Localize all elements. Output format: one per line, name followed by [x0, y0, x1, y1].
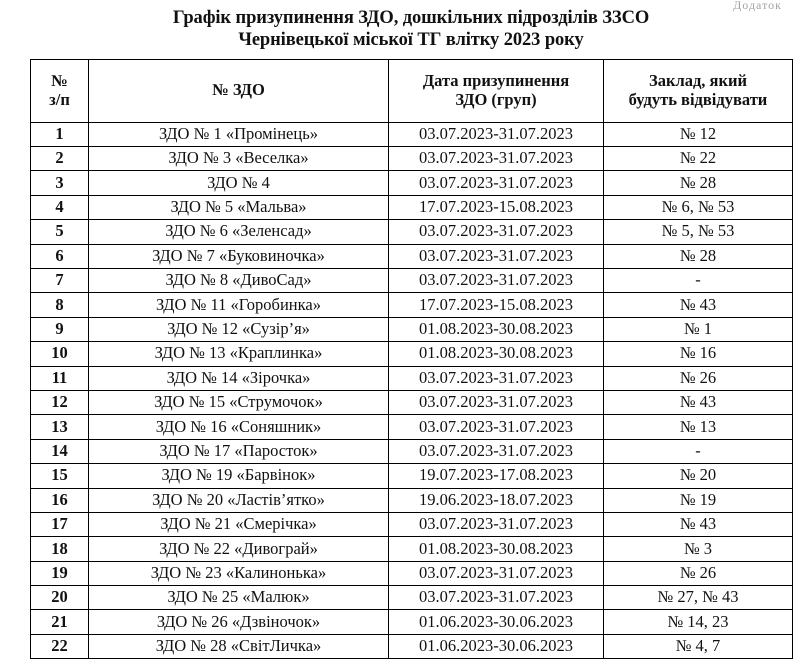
table-row [31, 634, 793, 658]
cell-destination: № 43 [604, 390, 793, 414]
cell-destination: № 16 [604, 342, 793, 366]
cell-institution: ЗДО № 11 «Горобинка» [89, 293, 389, 317]
cell-institution: ЗДО № 13 «Краплинка» [89, 342, 389, 366]
cell-number: 11 [31, 366, 89, 390]
table-row [31, 512, 793, 536]
cell-destination: № 26 [604, 561, 793, 585]
cell-dates: 03.07.2023-31.07.2023 [389, 415, 604, 439]
cell-dates: 03.07.2023-31.07.2023 [389, 586, 604, 610]
cell-number: 14 [31, 439, 89, 463]
cell-number: 2 [31, 147, 89, 171]
cell-destination: № 28 [604, 171, 793, 195]
cell-institution: ЗДО № 21 «Смерічка» [89, 512, 389, 536]
cell-number: 16 [31, 488, 89, 512]
table-row [31, 439, 793, 463]
column-header-number [31, 59, 89, 122]
cell-dates: 03.07.2023-31.07.2023 [389, 366, 604, 390]
column-header-institution: № ЗДО [89, 59, 389, 122]
cell-destination: № 3 [604, 537, 793, 561]
cell-institution: ЗДО № 14 «Зірочка» [89, 366, 389, 390]
cell-destination: № 12 [604, 122, 793, 146]
cell-destination: № 6, № 53 [604, 195, 793, 219]
cell-destination: № 43 [604, 293, 793, 317]
column-header-dates-line-2: ЗДО (груп) [455, 89, 537, 109]
table-row [31, 171, 793, 195]
cell-dates: 01.08.2023-30.08.2023 [389, 317, 604, 341]
cell-destination: № 22 [604, 147, 793, 171]
table-row [31, 464, 793, 488]
cell-number: 8 [31, 293, 89, 317]
cell-dates: 01.06.2023-30.06.2023 [389, 634, 604, 658]
table-row [31, 269, 793, 293]
cell-dates: 03.07.2023-31.07.2023 [389, 147, 604, 171]
page-title-line-2: Чернівецької міської ТГ влітку 2023 року [238, 29, 584, 50]
cell-dates: 03.07.2023-31.07.2023 [389, 512, 604, 536]
cell-institution: ЗДО № 7 «Буковиночка» [89, 244, 389, 268]
page-title-line-1: Графік призупинення ЗДО, дошкільних підрозділів ЗЗСО [172, 8, 650, 28]
cell-destination: № 19 [604, 488, 793, 512]
cell-institution: ЗДО № 25 «Малюк» [89, 586, 389, 610]
table-row [31, 366, 793, 390]
cell-dates: 17.07.2023-15.08.2023 [389, 195, 604, 219]
cell-number: 17 [31, 512, 89, 536]
cell-dates: 03.07.2023-31.07.2023 [389, 244, 604, 268]
cell-institution: ЗДО № 15 «Струмочок» [89, 390, 389, 414]
table-row [31, 537, 793, 561]
cell-destination: № 4, 7 [604, 634, 793, 658]
appendix-note: Додаток [733, 0, 782, 12]
table-row [31, 293, 793, 317]
cell-institution: ЗДО № 16 «Соняшник» [89, 415, 389, 439]
cell-dates: 01.06.2023-30.06.2023 [389, 610, 604, 634]
cell-dates: 01.08.2023-30.08.2023 [389, 537, 604, 561]
column-header-destination-line-2: будуть відвідувати [628, 89, 768, 109]
table-row [31, 561, 793, 585]
cell-dates: 03.07.2023-31.07.2023 [389, 220, 604, 244]
cell-number: 15 [31, 464, 89, 488]
column-header-number-line-2: з/п [49, 89, 70, 109]
table-row [31, 147, 793, 171]
cell-institution: ЗДО № 17 «Паросток» [89, 439, 389, 463]
cell-destination: № 26 [604, 366, 793, 390]
cell-institution: ЗДО № 22 «Дивограй» [89, 537, 389, 561]
cell-number: 5 [31, 220, 89, 244]
cell-institution: ЗДО № 6 «Зеленсад» [89, 220, 389, 244]
cell-institution: ЗДО № 1 «Промінець» [89, 122, 389, 146]
cell-destination: № 28 [604, 244, 793, 268]
table-row [31, 122, 793, 146]
table-header [31, 59, 793, 122]
cell-number: 12 [31, 390, 89, 414]
cell-number: 6 [31, 244, 89, 268]
cell-number: 3 [31, 171, 89, 195]
table-header-row [31, 59, 793, 122]
cell-number: 1 [31, 122, 89, 146]
cell-destination: № 1 [604, 317, 793, 341]
cell-destination: № 13 [604, 415, 793, 439]
cell-destination: № 27, № 43 [604, 586, 793, 610]
cell-number: 9 [31, 317, 89, 341]
column-header-dates-line-1: Дата призупинення [422, 70, 570, 90]
column-header-destination-line-1: Заклад, який [648, 70, 748, 90]
cell-institution: ЗДО № 20 «Ластів’ятко» [89, 488, 389, 512]
cell-dates: 17.07.2023-15.08.2023 [389, 293, 604, 317]
schedule-table [30, 59, 793, 659]
cell-institution: ЗДО № 26 «Дзвіночок» [89, 610, 389, 634]
table-row [31, 342, 793, 366]
cell-dates: 03.07.2023-31.07.2023 [389, 390, 604, 414]
column-header-dates [389, 59, 604, 122]
cell-number: 10 [31, 342, 89, 366]
table-row [31, 390, 793, 414]
cell-institution: ЗДО № 19 «Барвінок» [89, 464, 389, 488]
cell-dates: 01.08.2023-30.08.2023 [389, 342, 604, 366]
table-row [31, 488, 793, 512]
cell-dates: 19.07.2023-17.08.2023 [389, 464, 604, 488]
table-row [31, 244, 793, 268]
cell-dates: 03.07.2023-31.07.2023 [389, 122, 604, 146]
cell-dates: 03.07.2023-31.07.2023 [389, 561, 604, 585]
cell-institution: ЗДО № 8 «ДивоСад» [89, 269, 389, 293]
column-header-destination [604, 59, 793, 122]
cell-dates: 03.07.2023-31.07.2023 [389, 171, 604, 195]
cell-destination: - [604, 269, 793, 293]
column-header-number-line-1: № [51, 70, 68, 90]
cell-number: 18 [31, 537, 89, 561]
cell-number: 22 [31, 634, 89, 658]
table-row [31, 195, 793, 219]
table-row [31, 317, 793, 341]
cell-destination: № 5, № 53 [604, 220, 793, 244]
cell-number: 20 [31, 586, 89, 610]
cell-number: 4 [31, 195, 89, 219]
table-row [31, 220, 793, 244]
cell-number: 21 [31, 610, 89, 634]
cell-number: 19 [31, 561, 89, 585]
cell-institution: ЗДО № 12 «Сузір’я» [89, 317, 389, 341]
cell-destination: № 43 [604, 512, 793, 536]
cell-destination: - [604, 439, 793, 463]
cell-institution: ЗДО № 5 «Мальва» [89, 195, 389, 219]
cell-destination: № 14, 23 [604, 610, 793, 634]
cell-number: 7 [31, 269, 89, 293]
table-row [31, 586, 793, 610]
cell-number: 13 [31, 415, 89, 439]
cell-institution: ЗДО № 28 «СвітЛичка» [89, 634, 389, 658]
cell-institution: ЗДО № 3 «Веселка» [89, 147, 389, 171]
cell-institution: ЗДО № 4 [89, 171, 389, 195]
cell-institution: ЗДО № 23 «Калинонька» [89, 561, 389, 585]
table-row [31, 415, 793, 439]
document-title [0, 0, 800, 52]
cell-dates: 03.07.2023-31.07.2023 [389, 269, 604, 293]
cell-dates: 19.06.2023-18.07.2023 [389, 488, 604, 512]
table-row [31, 610, 793, 634]
table-body [31, 122, 793, 659]
cell-destination: № 20 [604, 464, 793, 488]
cell-dates: 03.07.2023-31.07.2023 [389, 439, 604, 463]
